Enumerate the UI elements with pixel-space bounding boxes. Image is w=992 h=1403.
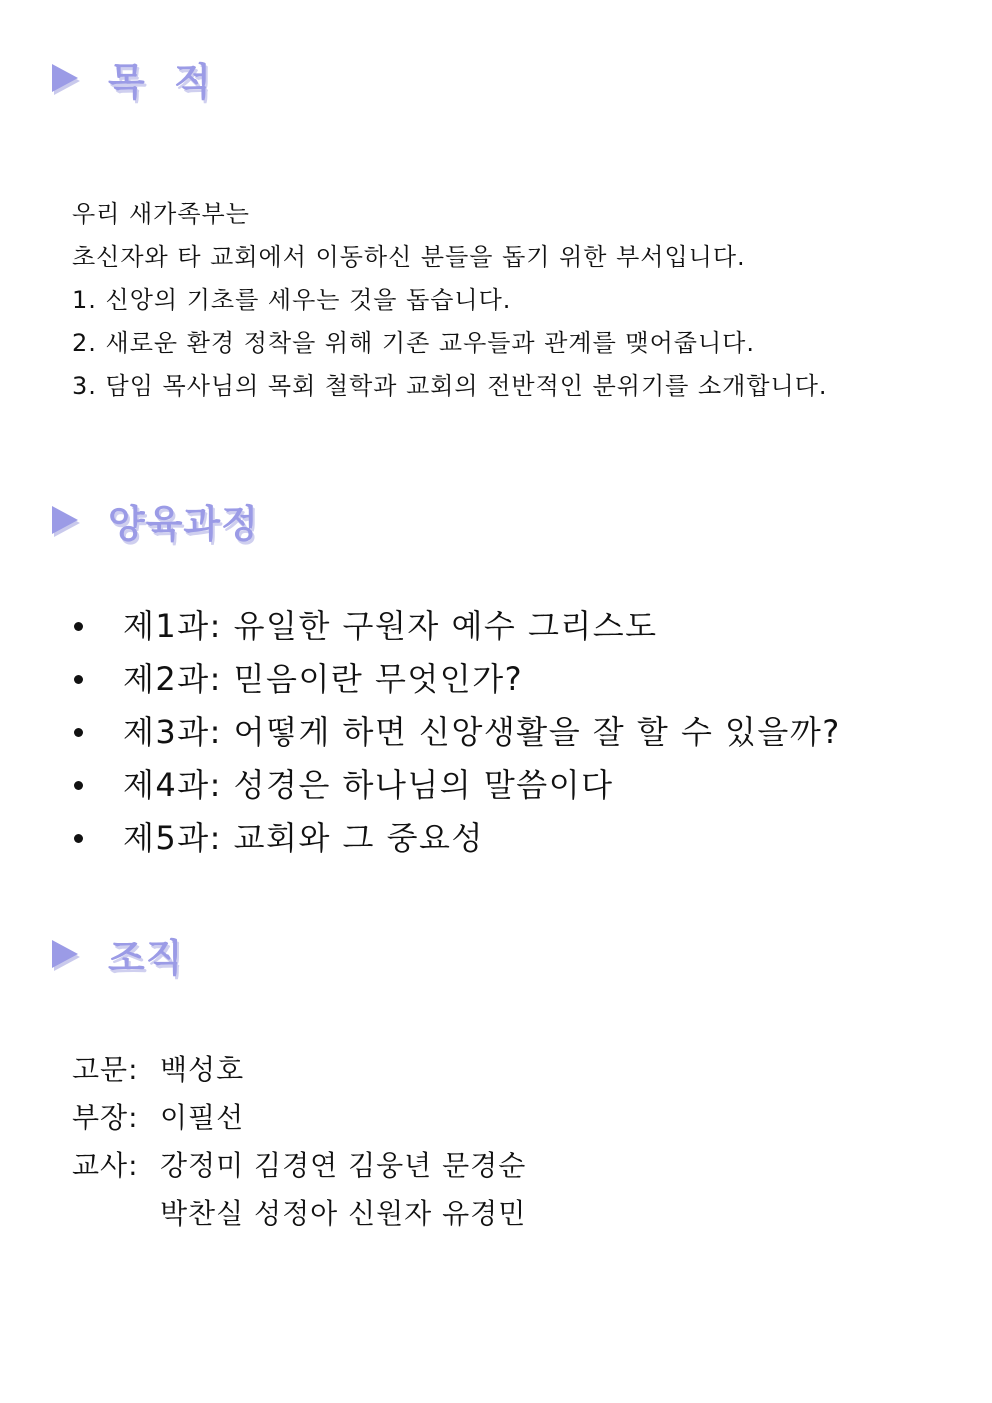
advisor-name: 백성호 [160, 1053, 245, 1086]
curriculum-item [70, 759, 841, 812]
organization-roster [72, 1046, 526, 1238]
triangle-right-icon [52, 64, 78, 92]
director-name: 이필선 [160, 1101, 245, 1134]
triangle-right-icon [52, 506, 78, 534]
purpose-line: 3. 담임 목사님의 목회 철학과 교회의 전반적인 분위기를 소개합니다. [72, 372, 828, 400]
purpose-heading [52, 48, 212, 108]
curriculum-heading-title: 양육과정 [108, 501, 259, 546]
teachers-names: 박찬실 성정아 신원자 유경민 [160, 1197, 527, 1230]
purpose-text [72, 193, 828, 408]
bullet-icon [74, 728, 83, 737]
curriculum-item [70, 653, 841, 706]
organization-heading-title: 조직 [108, 935, 184, 980]
advisor-row [72, 1046, 526, 1094]
bullet-icon [74, 622, 83, 631]
bullet-icon [74, 781, 83, 790]
teachers-names: 강정미 김경연 김웅년 문경순 [160, 1149, 527, 1182]
curriculum-item [70, 706, 841, 759]
curriculum-item-label: 제5과: 교회와 그 중요성 [123, 819, 484, 857]
bullet-icon [74, 834, 83, 843]
curriculum-list [70, 600, 841, 865]
teachers-row [72, 1142, 526, 1190]
advisor-label: 고문: [72, 1053, 139, 1086]
teachers-row-continued [72, 1190, 526, 1238]
teachers-label: 교사: [72, 1149, 139, 1182]
purpose-line: 우리 새가족부는 [72, 200, 250, 228]
triangle-right-icon [52, 940, 78, 968]
purpose-line: 초신자와 타 교회에서 이동하신 분들을 돕기 위한 부서입니다. [72, 243, 746, 271]
director-label: 부장: [72, 1101, 139, 1134]
curriculum-item-label: 제1과: 유일한 구원자 예수 그리스도 [123, 607, 658, 645]
curriculum-item-label: 제3과: 어떻게 하면 신앙생활을 잘 할 수 있을까? [123, 713, 841, 751]
purpose-line: 1. 신앙의 기초를 세우는 것을 돕습니다. [72, 286, 512, 314]
bullet-icon [74, 675, 83, 684]
curriculum-item-label: 제4과: 성경은 하나님의 말씀이다 [123, 766, 614, 804]
director-row [72, 1094, 526, 1142]
organization-heading [52, 924, 183, 984]
curriculum-item [70, 600, 841, 653]
curriculum-item [70, 812, 841, 865]
purpose-line: 2. 새로운 환경 정착을 위해 기존 교우들과 관계를 맺어줍니다. [72, 329, 755, 357]
curriculum-heading [52, 490, 259, 550]
curriculum-item-label: 제2과: 믿음이란 무엇인가? [123, 660, 524, 698]
purpose-heading-title: 목 적 [108, 59, 212, 104]
